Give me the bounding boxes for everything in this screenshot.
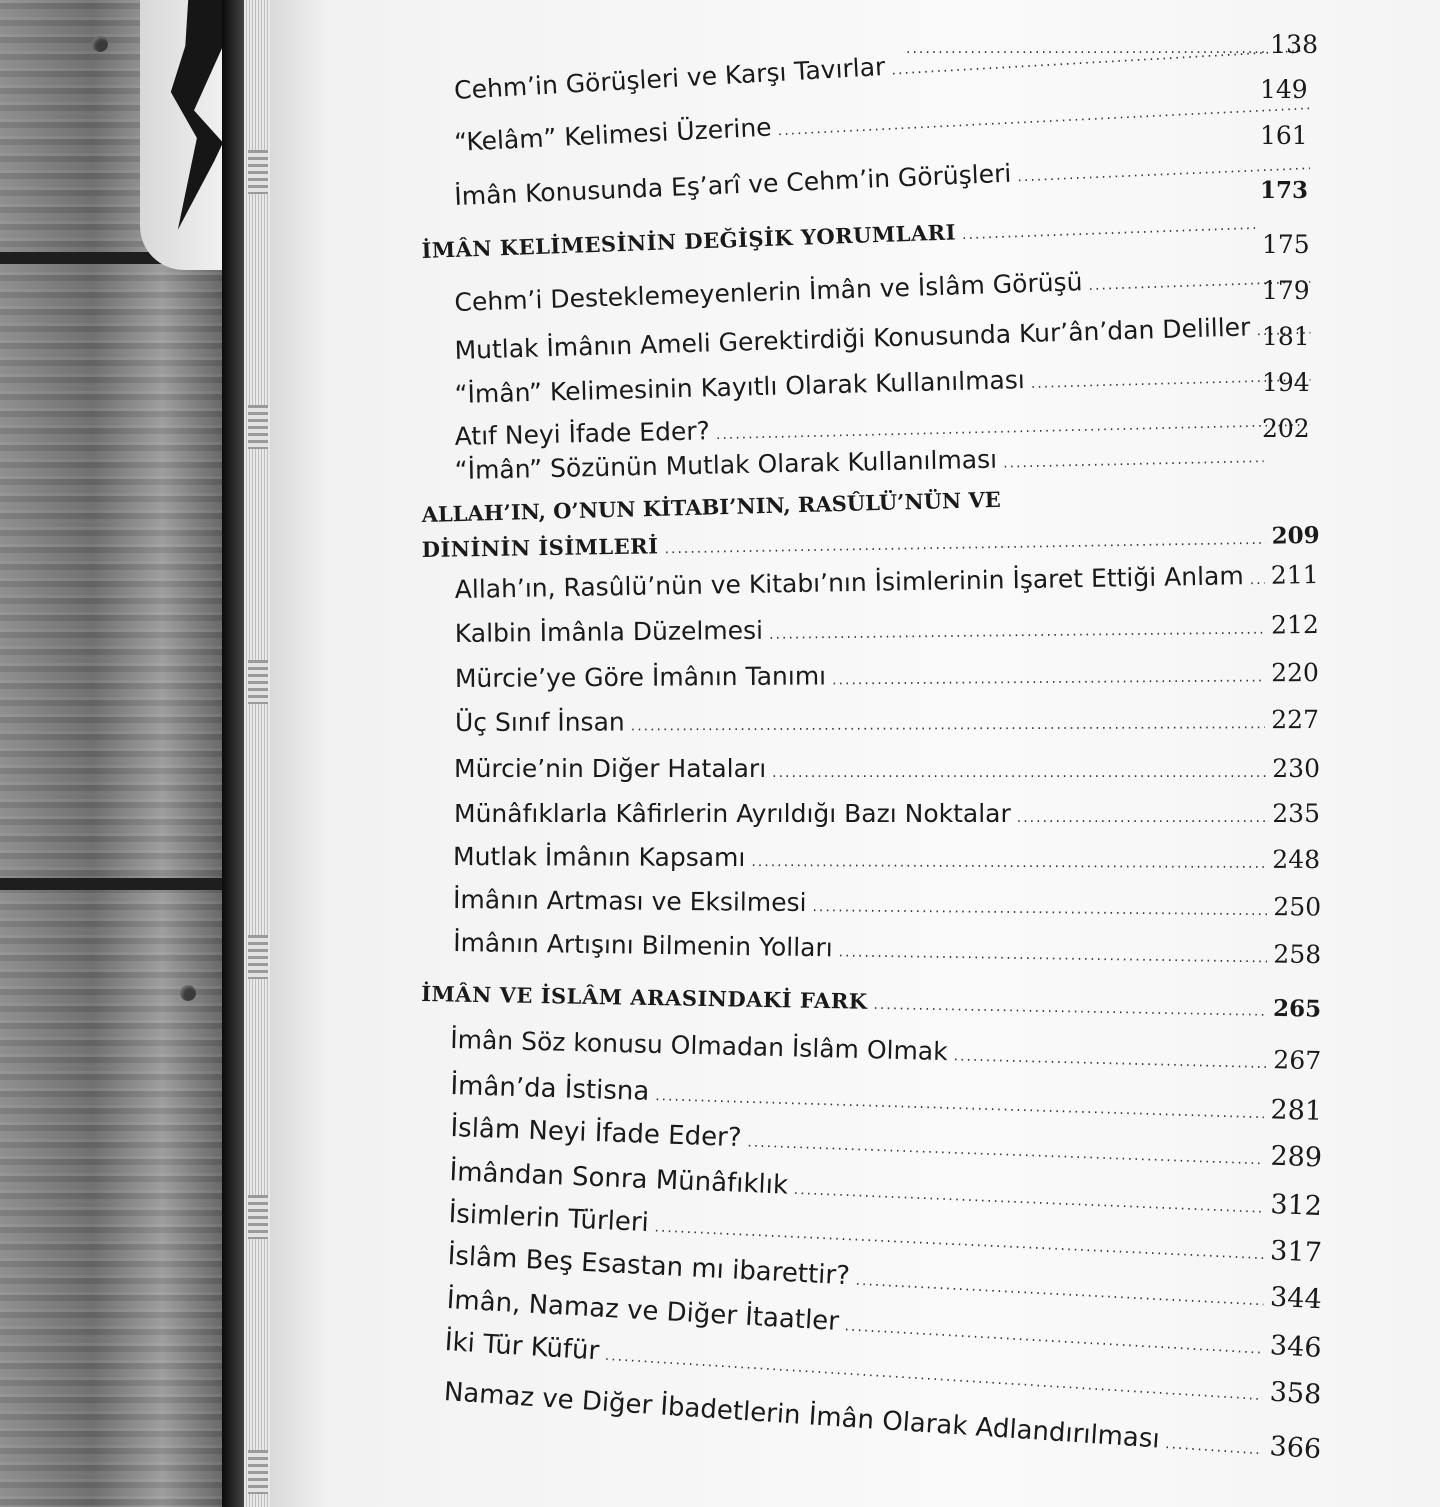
leader-dots bbox=[839, 944, 1268, 966]
toc-entry-title: İmânın Artışını Bilmenin Yolları bbox=[453, 928, 833, 963]
toc-page-number: 267 bbox=[1273, 1045, 1322, 1076]
section-heading-title: İMÂN KELİMESİNİN DEĞİŞİK YORUMLARI bbox=[421, 219, 957, 263]
toc-page-number: 173 bbox=[1260, 177, 1309, 204]
toc-entry-title: Atıf Neyi İfade Eder? bbox=[454, 416, 711, 451]
leader-dots bbox=[1003, 450, 1264, 471]
toc-entry-title: Mürcie’ye Göre İmânın Tanımı bbox=[454, 661, 827, 693]
toc-entry-title: Cehm’i Desteklemeyenlerin İmân ve İslâm Görüşü bbox=[454, 267, 1083, 317]
section-heading-title: DİNİNİN İSİMLERİ bbox=[421, 533, 659, 563]
leader-dots bbox=[855, 1273, 1264, 1310]
toc-entry-title: İmânın Artması ve Eksilmesi bbox=[453, 885, 807, 918]
toc-page bbox=[1260, 177, 1320, 204]
toc-page-number: 179 bbox=[1262, 276, 1310, 305]
leader-dots bbox=[664, 532, 1265, 557]
toc-page bbox=[1262, 368, 1320, 397]
toc-page-number: 202 bbox=[1262, 414, 1310, 443]
toc-entry-title: Mutlak İmânın Ameli Gerektirdiği Konusunda Kur’ân’dan Deliller bbox=[454, 312, 1251, 365]
leader-dots bbox=[873, 997, 1267, 1020]
toc-entry-title: “İmân” Kelimesinin Kayıtlı Olarak Kullanılması bbox=[454, 365, 1026, 409]
toc-entry-title: İmândan Sonra Münâfıklık bbox=[449, 1157, 789, 1201]
toc-entry bbox=[454, 259, 1316, 317]
toc-entry-title: Mutlak İmânın Kapsamı bbox=[453, 842, 746, 873]
toc-entry-title: İslâm Neyi İfade Eder? bbox=[450, 1113, 743, 1154]
leader-dots bbox=[793, 1182, 1264, 1217]
toc-page bbox=[1262, 414, 1320, 443]
toc-page-number: 358 bbox=[1268, 1376, 1323, 1411]
toc-page-number: 346 bbox=[1269, 1330, 1323, 1364]
toc-page-number: 344 bbox=[1269, 1281, 1323, 1316]
toc-entry-title: İsimlerin Türleri bbox=[448, 1199, 650, 1239]
toc-entry bbox=[455, 610, 1319, 648]
leader-dots bbox=[844, 1318, 1264, 1357]
toc-page-number: 209 bbox=[1271, 521, 1320, 550]
toc-entry-title: Allah’ın, Rasûlü’nün ve Kitabı’nın İsimlerinin İşaret Ettiği Anlam bbox=[454, 561, 1244, 604]
toc-entry bbox=[454, 146, 1316, 211]
toc-section-heading bbox=[422, 522, 1320, 563]
toc-entry-title: İslâm Beş Esastan mı ibarettir? bbox=[447, 1241, 851, 1292]
toc-page-number: 281 bbox=[1270, 1094, 1323, 1127]
toc-page-number: 181 bbox=[1262, 322, 1310, 351]
leader-dots bbox=[747, 1134, 1264, 1168]
toc-page-number: 317 bbox=[1269, 1235, 1323, 1269]
toc-page bbox=[1262, 276, 1320, 305]
leader-dots bbox=[1250, 572, 1266, 588]
toc-page bbox=[1262, 322, 1320, 351]
leader-dots bbox=[953, 1048, 1267, 1072]
section-heading-title: ALLAH’IN, O’NUN KİTABI’NIN, RASÛLÜ’NÜN VE bbox=[421, 486, 1002, 527]
toc-entry-title: Münâfıklarla Kâfirlerin Ayrıldığı Bazı Noktalar bbox=[454, 799, 1011, 828]
section-heading-title: İMÂN VE İSLÂM ARASINDAKİ FARK bbox=[421, 981, 868, 1014]
leader-dots bbox=[716, 414, 1311, 443]
leader-dots bbox=[832, 669, 1265, 688]
toc-page-number: 212 bbox=[1270, 609, 1319, 640]
toc-entry-title: İmân, Namaz ve Diğer İtaatler bbox=[446, 1285, 840, 1337]
leader-dots bbox=[1165, 1436, 1264, 1458]
leader-dots bbox=[812, 899, 1267, 919]
toc-entry bbox=[454, 799, 1320, 828]
toc-entry-title: “İmân” Sözünün Mutlak Olarak Kullanılması bbox=[454, 444, 998, 485]
toc-page-number: 265 bbox=[1272, 994, 1322, 1023]
toc-page-number: 227 bbox=[1271, 704, 1319, 735]
toc-entry bbox=[454, 560, 1318, 604]
toc-entry bbox=[454, 310, 1316, 365]
leader-dots bbox=[962, 217, 1256, 243]
toc-entry-title: Kalbin İmânla Düzelmesi bbox=[454, 615, 764, 648]
toc-section-heading bbox=[421, 209, 1261, 263]
toc-page bbox=[1262, 230, 1320, 259]
leader-dots bbox=[631, 716, 1266, 734]
toc-page-number: 230 bbox=[1272, 754, 1320, 783]
toc-page-number: 161 bbox=[1260, 121, 1308, 150]
toc-entry-title: Mürcie’nin Diğer Hataları bbox=[454, 754, 767, 783]
leader-dots bbox=[655, 1088, 1265, 1122]
toc-page-number: 289 bbox=[1269, 1140, 1323, 1174]
toc-page-number: 149 bbox=[1260, 75, 1308, 104]
toc-entry bbox=[450, 1025, 1321, 1075]
toc-entry-title: İmân’da İstisna bbox=[450, 1071, 650, 1107]
toc-page-number: 366 bbox=[1268, 1430, 1323, 1466]
leader-dots bbox=[772, 765, 1266, 781]
toc-page-number: 248 bbox=[1272, 844, 1321, 875]
toc-page-number: 235 bbox=[1272, 799, 1320, 828]
leader-dots bbox=[769, 622, 1265, 643]
toc-entry bbox=[454, 357, 1316, 409]
toc-entry-title: Cehm’in Görüşleri ve Karşı Tavırlar bbox=[453, 51, 886, 105]
toc-entry-title: İmân Söz konusu Olmadan İslâm Olmak bbox=[450, 1025, 949, 1067]
toc-entry-title: Namaz ve Diğer İbadetlerin İmân Olarak Adlandırılması bbox=[443, 1377, 1161, 1455]
toc-entry-title: İmân Konusunda Eş’arî ve Cehm’in Görüşleri bbox=[453, 158, 1012, 211]
toc-page-number: 250 bbox=[1273, 892, 1322, 922]
toc-entry bbox=[453, 928, 1321, 969]
toc-page-number: 138 bbox=[1270, 30, 1318, 59]
toc-page-number: 258 bbox=[1273, 939, 1322, 970]
toc-entry bbox=[455, 705, 1319, 737]
toc-page-number: 312 bbox=[1269, 1188, 1323, 1223]
toc-page-number: 220 bbox=[1271, 657, 1319, 688]
toc-entry bbox=[453, 842, 1320, 874]
toc-entry-title: İki Tür Küfür bbox=[444, 1327, 601, 1367]
toc-entry-title: Üç Sınıf İnsan bbox=[454, 707, 625, 737]
leader-dots bbox=[751, 854, 1266, 872]
toc-entry-title: “Kelâm” Kelimesi Üzerine bbox=[453, 112, 773, 157]
toc-entry bbox=[454, 754, 1320, 783]
toc-entry bbox=[453, 885, 1321, 922]
leader-dots bbox=[777, 97, 1310, 139]
toc-section-heading bbox=[421, 980, 1321, 1023]
toc-page-number: 211 bbox=[1270, 559, 1319, 590]
toc-page-number: 194 bbox=[1262, 368, 1310, 397]
toc-entry bbox=[455, 658, 1319, 693]
leader-dots bbox=[1017, 810, 1267, 826]
toc-page-number: 175 bbox=[1262, 230, 1310, 259]
